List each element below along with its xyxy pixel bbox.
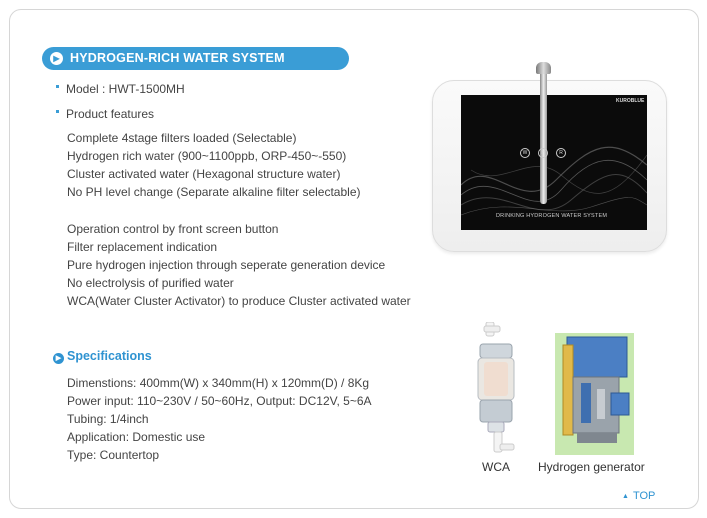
device-brand-logo: KUROBLUE — [616, 98, 645, 104]
triangle-up-icon: ▲ — [622, 493, 629, 500]
feature-line: Filter replacement indication — [67, 240, 218, 254]
product-features-item — [56, 107, 154, 121]
wca-filter-image — [472, 322, 522, 457]
faucet-spout — [540, 64, 547, 204]
section-title-pill — [42, 47, 349, 70]
feature-line: Pure hydrogen injection through seperate generation device — [67, 258, 386, 272]
product-features-label: Product features — [66, 107, 155, 121]
feature-line: No PH level change (Separate alkaline filter selectable) — [67, 185, 361, 199]
bullet-icon — [56, 110, 59, 113]
hydrogen-generator-graphic — [555, 333, 634, 455]
feature-line: WCA(Water Cluster Activator) to produce Cluster activated water — [67, 294, 411, 308]
feature-line: No electrolysis of purified water — [67, 276, 234, 290]
faucet-head — [536, 62, 551, 74]
specifications-heading — [53, 349, 152, 364]
spec-line: Dimenstions: 400mm(W) x 340mm(H) x 120mm(D) / 8Kg — [67, 376, 370, 390]
wca-caption: WCA — [482, 460, 510, 474]
top-link-label: TOP — [632, 490, 656, 502]
device-screen — [461, 95, 647, 230]
hydrogen-generator-image — [555, 333, 634, 455]
page-title: HYDROGEN-RICH WATER SYSTEM — [70, 51, 285, 65]
device-screen-text: DRINKING HYDROGEN WATER SYSTEM — [496, 213, 608, 219]
specifications-label: Specifications — [67, 349, 152, 363]
features-group-2 — [67, 220, 411, 310]
smoke-waves-graphic — [461, 95, 647, 230]
spec-line: Power input: 110~230V / 50~60Hz, Output: DC12V, 5~6A — [67, 394, 372, 408]
feature-line: Hydrogen rich water (900~1100ppb, ORP-450~-550) — [67, 149, 347, 163]
specifications-list — [67, 374, 372, 464]
spec-line: Application: Domestic use — [67, 430, 206, 444]
screen-button-h: H — [538, 148, 548, 158]
hydrogen-generator-caption: Hydrogen generator — [538, 460, 645, 474]
back-to-top-link[interactable] — [622, 490, 655, 502]
model-item — [56, 82, 185, 96]
feature-line: Cluster activated water (Hexagonal structure water) — [67, 167, 341, 181]
feature-line: Operation control by front screen button — [67, 222, 279, 236]
arrow-right-icon: ▶ — [50, 52, 63, 65]
spec-line: Type: Countertop — [67, 448, 160, 462]
feature-line: Complete 4stage filters loaded (Selectable) — [67, 131, 297, 145]
spec-line: Tubing: 1/4inch — [67, 412, 149, 426]
model-text: Model : HWT-1500MH — [66, 82, 185, 96]
bullet-icon — [56, 85, 59, 88]
features-group-1 — [67, 129, 361, 201]
arrow-right-icon: ▶ — [53, 353, 64, 364]
screen-button-r: R — [556, 148, 566, 158]
screen-button-w: W — [520, 148, 530, 158]
